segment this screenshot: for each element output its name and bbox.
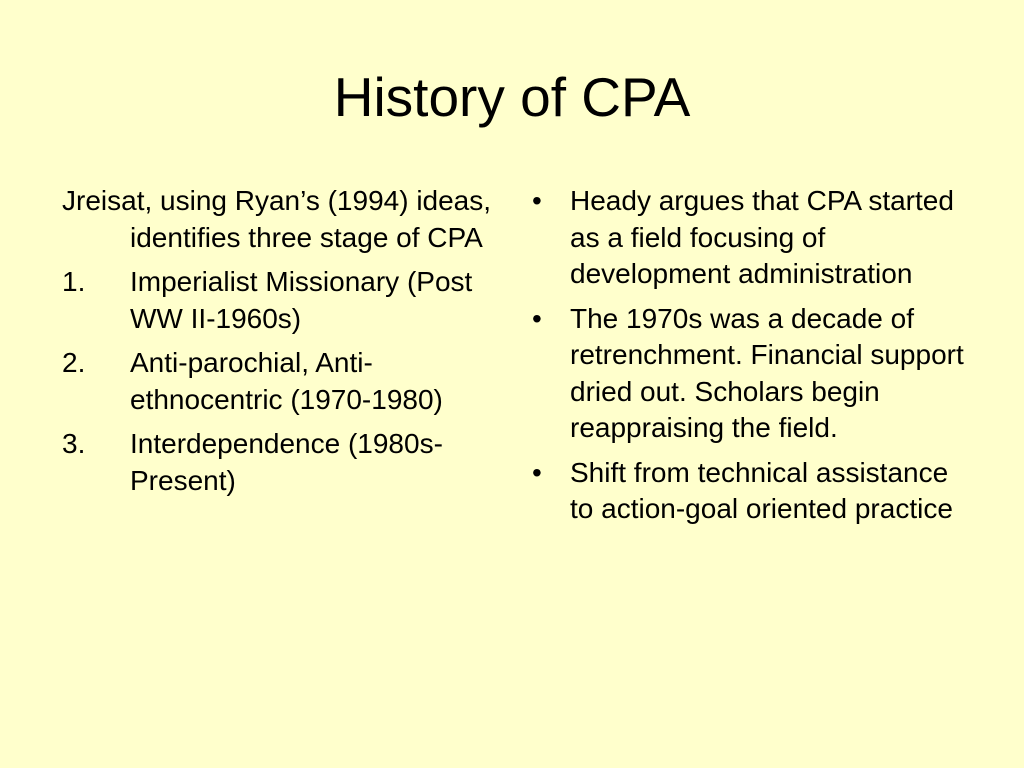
right-column — [530, 183, 970, 536]
list-item — [62, 345, 502, 418]
stages-list — [62, 264, 502, 499]
item-text: Imperialist Missionary (Post WW II-1960s) — [130, 266, 473, 334]
bullet-icon: • — [532, 302, 542, 334]
bullet-list — [530, 183, 970, 528]
left-column — [62, 183, 502, 507]
item-text: Anti-parochial, Anti-ethnocentric (1970-1980) — [130, 347, 443, 415]
bullet-text: Heady argues that CPA started as a field focusing of development administration — [570, 185, 954, 289]
item-number: 2. — [62, 347, 86, 378]
bullet-icon: • — [532, 185, 542, 216]
item-number: 3. — [62, 428, 86, 459]
list-item — [62, 426, 502, 499]
bullet-text: Shift from technical assistance to action-goal oriented practice — [570, 456, 953, 524]
intro-text: Jreisat, using Ryan’s (1994) ideas, identifies three stage of CPA — [62, 185, 492, 253]
item-text: Interdependence (1980s-Present) — [130, 428, 443, 496]
bullet-text: The 1970s was a decade of retrenchment. Financial support dried out. Scholars begin reappraising the field. — [570, 302, 964, 443]
slide-title: History of CPA — [333, 66, 691, 128]
list-item — [530, 455, 970, 528]
item-number: 1. — [62, 266, 86, 297]
bullet-icon: • — [532, 456, 542, 488]
list-item — [62, 264, 502, 337]
list-item — [530, 183, 970, 293]
list-item — [530, 301, 970, 447]
